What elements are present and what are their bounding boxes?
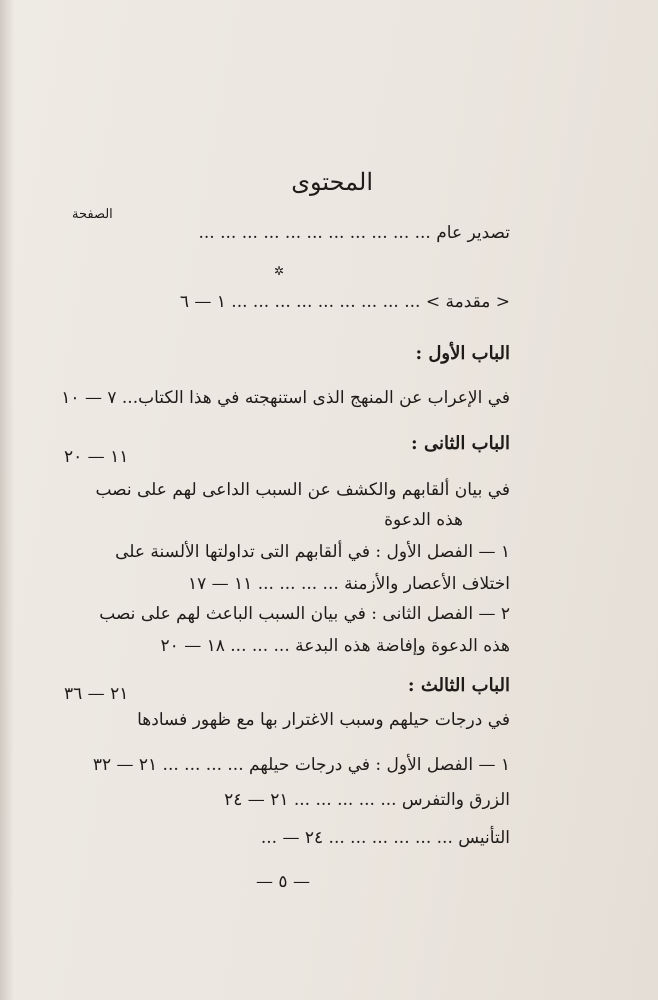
toc-entry-chapter2-desc: في بيان ألقابهم والكشف عن السبب الداعى لهم على نصب xyxy=(95,480,510,500)
page-gutter-shadow xyxy=(0,0,14,1000)
star-ornament: ✲ xyxy=(274,264,285,278)
page-column-header: الصفحة xyxy=(72,207,113,222)
toc-entry-chapter2-desc-cont: هذه الدعوة xyxy=(384,510,463,530)
toc-entry-ch3-subsection1: الزرق والتفرس ... ... ... ... ... ٢١ — ٢٤ xyxy=(224,790,510,810)
chapter2-pages: ١١ — ٢٠ xyxy=(64,447,129,467)
toc-entry-ch2-section2: ٢ — الفصل الثانى : في بيان السبب الباعث لهم على نصب xyxy=(99,604,510,624)
chapter-heading-3: الباب الثالث : xyxy=(407,675,510,696)
chapter-heading-2: الباب الثانى : xyxy=(411,433,510,454)
toc-entry-ch2-section1: ١ — الفصل الأول : في ألقابهم التى تداولتها الألسنة على xyxy=(115,542,510,562)
toc-entry-ch3-section1: ١ — الفصل الأول : في درجات حيلهم ... ... ... ... ٢١ — ٣٢ xyxy=(92,755,510,775)
toc-entry-introduction: < مقدمة > ... ... ... ... ... ... ... ... ... ١ — ٦ xyxy=(179,292,510,312)
chapter3-pages: ٢١ — ٣٦ xyxy=(64,684,129,704)
page-number: — ٥ — xyxy=(256,872,310,892)
toc-entry-ch2-section2-cont: هذه الدعوة وإفاضة هذه البدعة ... ... ... ١٨ — ٢٠ xyxy=(160,636,510,656)
toc-entry-chapter1: في الإعراب عن المنهج الذى استنهجته في هذا الكتاب... ٧ — ١٠ xyxy=(61,388,510,408)
toc-entry-foreword: تصدير عام ... ... ... ... ... ... ... ... ... ... ... xyxy=(198,223,510,243)
page-title: المحتوى xyxy=(291,168,373,196)
toc-entry-ch2-section1-cont: اختلاف الأعصار والأزمنة ... ... ... ... ١١ — ١٧ xyxy=(187,574,510,594)
toc-entry-chapter3-desc: في درجات حيلهم وسبب الاغترار بها مع ظهور فسادها xyxy=(137,710,510,730)
toc-entry-ch3-subsection2: التأنيس ... ... ... ... ... ... ٢٤ — ... xyxy=(260,828,510,848)
chapter-heading-1: الباب الأول : xyxy=(415,343,510,364)
